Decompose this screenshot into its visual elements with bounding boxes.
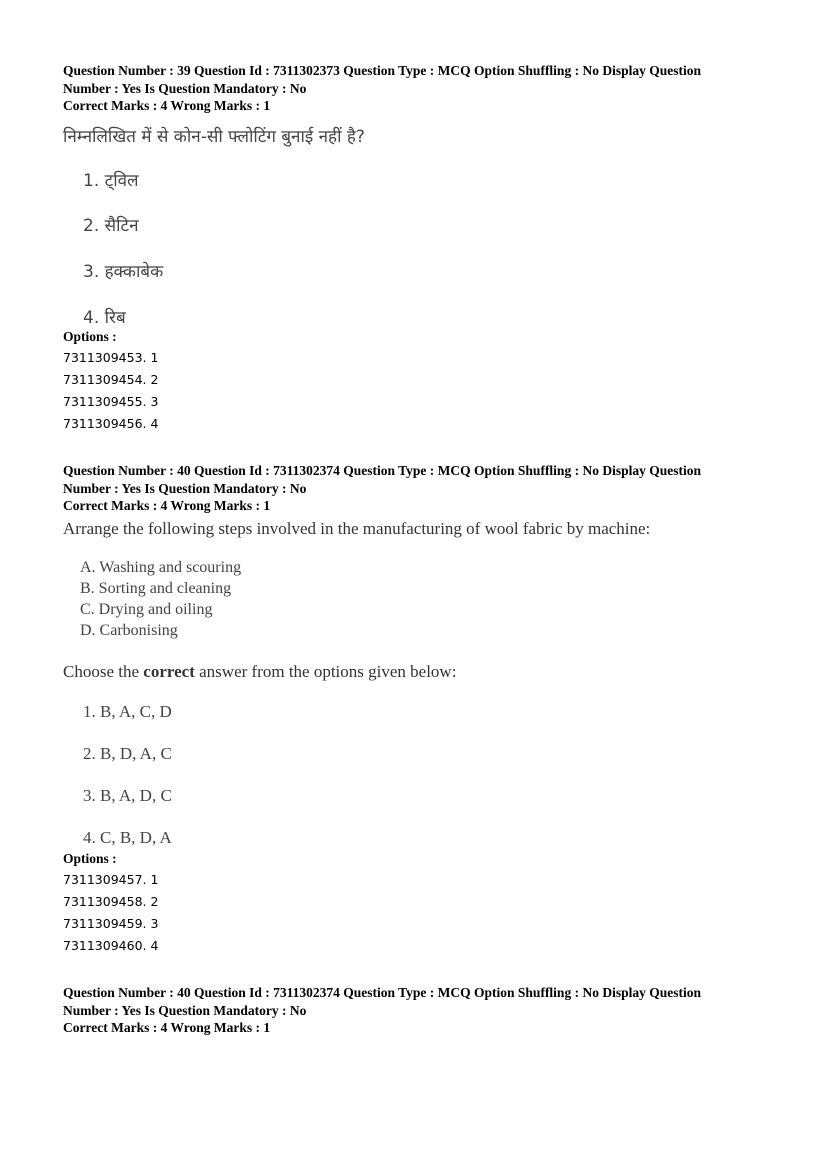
options-label: Options : [63, 851, 117, 866]
question-meta-line: Number : Yes Is Question Mandatory : No [63, 1002, 307, 1018]
question-meta-line: Question Number : 39 Question Id : 7311302373 Question Type : MCQ Option Shuffling : No Display Question [63, 63, 701, 78]
option-row: 7311309455. 3 [63, 394, 159, 409]
question-40-text: Arrange the following steps involved in the manufacturing of wool fabric by machine: [63, 519, 651, 538]
option-row: 7311309458. 2 [63, 894, 159, 909]
option-row: 7311309456. 4 [63, 416, 159, 431]
choice-4: 4. C, B, D, A [83, 828, 172, 847]
choice-2: 2. सैटिन [83, 216, 139, 236]
instruction-prefix: Choose the [63, 662, 144, 681]
option-row: 7311309454. 2 [63, 372, 159, 387]
step-item: A. Washing and scouring [80, 559, 242, 576]
option-row: 7311309459. 3 [63, 916, 159, 931]
option-row: 7311309453. 1 [63, 350, 159, 365]
choice-1: 1. ट्विल [83, 171, 139, 191]
instruction-text [63, 662, 773, 682]
options-label: Options : [63, 329, 117, 344]
question-meta-line: Number : Yes Is Question Mandatory : No [63, 480, 307, 496]
instruction-emphasis: correct [143, 662, 195, 681]
question-40-header [63, 462, 773, 515]
question-marks: Correct Marks : 4 Wrong Marks : 1 [63, 498, 271, 513]
choice-3: 3. B, A, D, C [83, 786, 172, 805]
question-marks: Correct Marks : 4 Wrong Marks : 1 [63, 98, 271, 113]
question-39-header [63, 62, 773, 115]
step-item: B. Sorting and cleaning [80, 580, 232, 597]
question-meta-line: Question Number : 40 Question Id : 7311302374 Question Type : MCQ Option Shuffling : No Display Question [63, 985, 701, 1000]
question-39-text: निम्नलिखित में से कोन-सी फ्लोटिंग बुनाई नहीं है? [63, 127, 365, 147]
question-meta-line: Number : Yes Is Question Mandatory : No [63, 80, 307, 96]
choice-3: 3. हक्काबेक [83, 262, 164, 282]
question-meta-line: Question Number : 40 Question Id : 7311302374 Question Type : MCQ Option Shuffling : No Display Question [63, 463, 701, 478]
step-item: D. Carbonising [80, 622, 178, 639]
question-marks: Correct Marks : 4 Wrong Marks : 1 [63, 1020, 271, 1035]
choice-1: 1. B, A, C, D [83, 702, 172, 721]
step-item: C. Drying and oiling [80, 601, 213, 618]
option-row: 7311309457. 1 [63, 872, 159, 887]
choice-4: 4. रिब [83, 308, 126, 328]
choice-2: 2. B, D, A, C [83, 744, 172, 763]
option-row: 7311309460. 4 [63, 938, 159, 953]
question-40-repeat-header [63, 984, 773, 1037]
instruction-suffix: answer from the options given below: [194, 662, 457, 681]
